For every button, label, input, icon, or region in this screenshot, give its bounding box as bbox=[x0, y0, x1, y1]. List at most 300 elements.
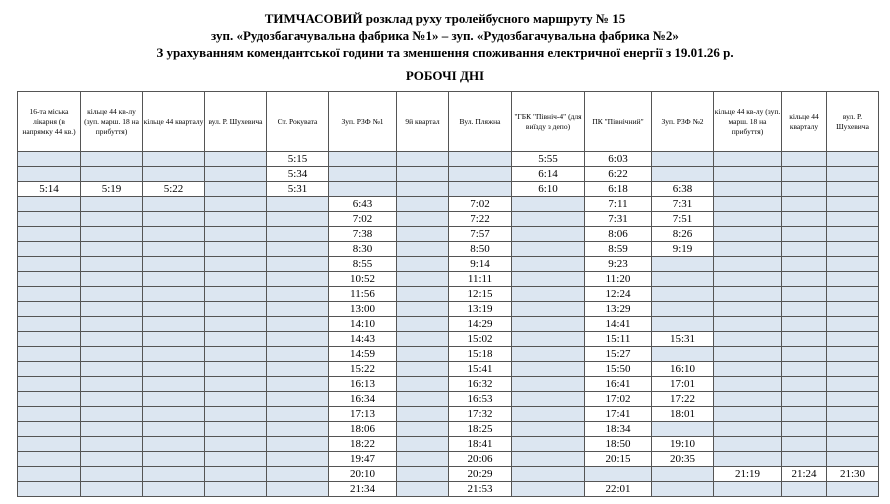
time-cell: 15:22 bbox=[329, 362, 397, 377]
empty-cell bbox=[397, 422, 449, 437]
empty-cell bbox=[714, 482, 782, 497]
empty-cell bbox=[512, 482, 585, 497]
empty-cell bbox=[18, 467, 81, 482]
empty-cell bbox=[205, 377, 267, 392]
empty-cell bbox=[81, 317, 143, 332]
empty-cell bbox=[205, 227, 267, 242]
empty-cell bbox=[18, 257, 81, 272]
empty-cell bbox=[512, 257, 585, 272]
empty-cell bbox=[714, 152, 782, 167]
empty-cell bbox=[782, 437, 827, 452]
empty-cell bbox=[827, 392, 879, 407]
empty-cell bbox=[782, 272, 827, 287]
time-cell: 13:00 bbox=[329, 302, 397, 317]
time-cell: 18:41 bbox=[449, 437, 512, 452]
empty-cell bbox=[267, 422, 329, 437]
empty-cell bbox=[782, 287, 827, 302]
empty-cell bbox=[714, 212, 782, 227]
empty-cell bbox=[81, 407, 143, 422]
empty-cell bbox=[267, 242, 329, 257]
time-cell: 15:27 bbox=[585, 347, 652, 362]
empty-cell bbox=[652, 347, 714, 362]
empty-cell bbox=[512, 392, 585, 407]
empty-cell bbox=[782, 242, 827, 257]
empty-cell bbox=[205, 272, 267, 287]
empty-cell bbox=[397, 437, 449, 452]
empty-cell bbox=[143, 467, 205, 482]
empty-cell bbox=[827, 347, 879, 362]
empty-cell bbox=[827, 482, 879, 497]
time-cell: 7:31 bbox=[652, 197, 714, 212]
table-row bbox=[18, 182, 879, 197]
empty-cell bbox=[205, 317, 267, 332]
empty-cell bbox=[827, 272, 879, 287]
empty-cell bbox=[827, 362, 879, 377]
time-cell: 16:34 bbox=[329, 392, 397, 407]
empty-cell bbox=[18, 302, 81, 317]
empty-cell bbox=[18, 482, 81, 497]
empty-cell bbox=[782, 452, 827, 467]
time-cell: 5:19 bbox=[81, 182, 143, 197]
time-cell: 8:30 bbox=[329, 242, 397, 257]
empty-cell bbox=[205, 167, 267, 182]
table-row bbox=[18, 272, 879, 287]
time-cell: 18:01 bbox=[652, 407, 714, 422]
route-endpoints: зуп. «Рудозбагачувальна фабрика №1» – зуп. «Рудозбагачувальна фабрика №2» bbox=[211, 28, 679, 43]
table-row bbox=[18, 407, 879, 422]
empty-cell bbox=[714, 272, 782, 287]
empty-cell bbox=[827, 182, 879, 197]
empty-cell bbox=[397, 452, 449, 467]
empty-cell bbox=[652, 272, 714, 287]
schedule-title: ТИМЧАСОВИЙ розклад руху тролейбусного маршруту № 15 bbox=[264, 11, 626, 26]
empty-cell bbox=[267, 467, 329, 482]
empty-cell bbox=[81, 377, 143, 392]
empty-cell bbox=[267, 392, 329, 407]
empty-cell bbox=[143, 377, 205, 392]
table-row bbox=[18, 467, 879, 482]
empty-cell bbox=[205, 452, 267, 467]
empty-cell bbox=[652, 482, 714, 497]
time-cell: 6:18 bbox=[585, 182, 652, 197]
time-cell: 17:32 bbox=[449, 407, 512, 422]
time-cell: 15:18 bbox=[449, 347, 512, 362]
empty-cell bbox=[782, 362, 827, 377]
empty-cell bbox=[81, 227, 143, 242]
empty-cell bbox=[512, 302, 585, 317]
time-cell: 7:22 bbox=[449, 212, 512, 227]
empty-cell bbox=[827, 152, 879, 167]
empty-cell bbox=[143, 482, 205, 497]
empty-cell bbox=[267, 407, 329, 422]
empty-cell bbox=[714, 227, 782, 242]
empty-cell bbox=[205, 407, 267, 422]
header-row bbox=[18, 92, 879, 152]
empty-cell bbox=[449, 167, 512, 182]
table-row bbox=[18, 167, 879, 182]
time-cell: 22:01 bbox=[585, 482, 652, 497]
empty-cell bbox=[512, 227, 585, 242]
empty-cell bbox=[714, 242, 782, 257]
time-cell: 8:50 bbox=[449, 242, 512, 257]
empty-cell bbox=[782, 482, 827, 497]
column-header: кільце 44 кварталу bbox=[143, 92, 205, 152]
empty-cell bbox=[714, 332, 782, 347]
time-cell: 5:55 bbox=[512, 152, 585, 167]
column-header: "ГБК "Північ-4" (для виїзду з депо) bbox=[512, 92, 585, 152]
time-cell: 8:59 bbox=[585, 242, 652, 257]
table-row bbox=[18, 392, 879, 407]
empty-cell bbox=[397, 302, 449, 317]
empty-cell bbox=[81, 482, 143, 497]
column-header: Ст. Рокувата bbox=[267, 92, 329, 152]
empty-cell bbox=[714, 257, 782, 272]
empty-cell bbox=[81, 167, 143, 182]
empty-cell bbox=[143, 452, 205, 467]
time-cell: 18:34 bbox=[585, 422, 652, 437]
time-cell: 7:38 bbox=[329, 227, 397, 242]
time-cell: 7:02 bbox=[449, 197, 512, 212]
column-header: Зуп. РЗФ №2 bbox=[652, 92, 714, 152]
time-cell: 8:55 bbox=[329, 257, 397, 272]
empty-cell bbox=[205, 257, 267, 272]
empty-cell bbox=[827, 437, 879, 452]
time-cell: 16:10 bbox=[652, 362, 714, 377]
time-cell: 6:10 bbox=[512, 182, 585, 197]
empty-cell bbox=[143, 317, 205, 332]
time-cell: 14:10 bbox=[329, 317, 397, 332]
empty-cell bbox=[397, 407, 449, 422]
table-row bbox=[18, 452, 879, 467]
time-cell: 7:51 bbox=[652, 212, 714, 227]
empty-cell bbox=[512, 317, 585, 332]
empty-cell bbox=[512, 272, 585, 287]
empty-cell bbox=[397, 392, 449, 407]
empty-cell bbox=[81, 347, 143, 362]
time-cell: 6:14 bbox=[512, 167, 585, 182]
empty-cell bbox=[397, 287, 449, 302]
empty-cell bbox=[782, 212, 827, 227]
empty-cell bbox=[267, 287, 329, 302]
empty-cell bbox=[397, 317, 449, 332]
empty-cell bbox=[782, 152, 827, 167]
empty-cell bbox=[714, 392, 782, 407]
schedule-note: З урахуванням комендантської години та зменшення споживання електричної енергії з 19.01.26 р. bbox=[156, 45, 734, 60]
empty-cell bbox=[827, 407, 879, 422]
empty-cell bbox=[512, 347, 585, 362]
empty-cell bbox=[827, 377, 879, 392]
empty-cell bbox=[827, 452, 879, 467]
time-cell: 16:32 bbox=[449, 377, 512, 392]
time-cell: 15:02 bbox=[449, 332, 512, 347]
empty-cell bbox=[512, 452, 585, 467]
time-cell: 8:06 bbox=[585, 227, 652, 242]
empty-cell bbox=[205, 362, 267, 377]
empty-cell bbox=[205, 392, 267, 407]
empty-cell bbox=[205, 152, 267, 167]
column-header: Зуп. РЗФ №1 bbox=[329, 92, 397, 152]
empty-cell bbox=[652, 302, 714, 317]
column-header: кільце 44 кв-лу (зуп. марш. 18 на прибуття) bbox=[714, 92, 782, 152]
empty-cell bbox=[267, 197, 329, 212]
table-row bbox=[18, 302, 879, 317]
empty-cell bbox=[512, 332, 585, 347]
time-cell: 14:29 bbox=[449, 317, 512, 332]
empty-cell bbox=[652, 317, 714, 332]
empty-cell bbox=[329, 152, 397, 167]
empty-cell bbox=[782, 257, 827, 272]
empty-cell bbox=[81, 257, 143, 272]
empty-cell bbox=[397, 212, 449, 227]
empty-cell bbox=[143, 227, 205, 242]
empty-cell bbox=[143, 362, 205, 377]
empty-cell bbox=[205, 437, 267, 452]
time-cell: 21:53 bbox=[449, 482, 512, 497]
empty-cell bbox=[143, 422, 205, 437]
empty-cell bbox=[143, 167, 205, 182]
empty-cell bbox=[143, 197, 205, 212]
empty-cell bbox=[397, 362, 449, 377]
empty-cell bbox=[18, 437, 81, 452]
table-row bbox=[18, 317, 879, 332]
empty-cell bbox=[714, 362, 782, 377]
empty-cell bbox=[449, 182, 512, 197]
empty-cell bbox=[143, 257, 205, 272]
empty-cell bbox=[267, 437, 329, 452]
empty-cell bbox=[143, 302, 205, 317]
empty-cell bbox=[267, 257, 329, 272]
empty-cell bbox=[397, 467, 449, 482]
time-cell: 7:02 bbox=[329, 212, 397, 227]
time-cell: 11:11 bbox=[449, 272, 512, 287]
empty-cell bbox=[267, 482, 329, 497]
empty-cell bbox=[143, 212, 205, 227]
table-row bbox=[18, 227, 879, 242]
empty-cell bbox=[18, 212, 81, 227]
empty-cell bbox=[782, 347, 827, 362]
time-cell: 21:19 bbox=[714, 467, 782, 482]
empty-cell bbox=[18, 452, 81, 467]
time-cell: 14:59 bbox=[329, 347, 397, 362]
empty-cell bbox=[512, 287, 585, 302]
empty-cell bbox=[827, 332, 879, 347]
empty-cell bbox=[827, 287, 879, 302]
empty-cell bbox=[18, 332, 81, 347]
empty-cell bbox=[512, 407, 585, 422]
empty-cell bbox=[81, 152, 143, 167]
table-row bbox=[18, 422, 879, 437]
time-cell: 16:13 bbox=[329, 377, 397, 392]
time-cell: 5:31 bbox=[267, 182, 329, 197]
empty-cell bbox=[18, 227, 81, 242]
empty-cell bbox=[782, 392, 827, 407]
time-cell: 6:03 bbox=[585, 152, 652, 167]
empty-cell bbox=[18, 362, 81, 377]
time-cell: 9:19 bbox=[652, 242, 714, 257]
table-row bbox=[18, 197, 879, 212]
time-cell: 21:24 bbox=[782, 467, 827, 482]
empty-cell bbox=[397, 197, 449, 212]
empty-cell bbox=[397, 152, 449, 167]
time-cell: 5:15 bbox=[267, 152, 329, 167]
empty-cell bbox=[782, 377, 827, 392]
time-cell: 15:50 bbox=[585, 362, 652, 377]
table-row bbox=[18, 212, 879, 227]
empty-cell bbox=[267, 347, 329, 362]
empty-cell bbox=[205, 467, 267, 482]
empty-cell bbox=[205, 422, 267, 437]
time-cell: 10:52 bbox=[329, 272, 397, 287]
empty-cell bbox=[205, 212, 267, 227]
table-row bbox=[18, 152, 879, 167]
empty-cell bbox=[512, 467, 585, 482]
empty-cell bbox=[512, 437, 585, 452]
empty-cell bbox=[329, 167, 397, 182]
empty-cell bbox=[81, 437, 143, 452]
time-cell: 11:56 bbox=[329, 287, 397, 302]
empty-cell bbox=[267, 227, 329, 242]
empty-cell bbox=[714, 167, 782, 182]
time-cell: 7:31 bbox=[585, 212, 652, 227]
time-cell: 20:10 bbox=[329, 467, 397, 482]
time-cell: 19:10 bbox=[652, 437, 714, 452]
empty-cell bbox=[714, 452, 782, 467]
time-cell: 20:35 bbox=[652, 452, 714, 467]
empty-cell bbox=[18, 347, 81, 362]
column-header: 9й квартал bbox=[397, 92, 449, 152]
time-cell: 13:29 bbox=[585, 302, 652, 317]
empty-cell bbox=[18, 152, 81, 167]
empty-cell bbox=[81, 332, 143, 347]
empty-cell bbox=[714, 197, 782, 212]
time-cell: 12:24 bbox=[585, 287, 652, 302]
empty-cell bbox=[205, 197, 267, 212]
empty-cell bbox=[18, 317, 81, 332]
empty-cell bbox=[397, 242, 449, 257]
empty-cell bbox=[512, 362, 585, 377]
time-cell: 20:29 bbox=[449, 467, 512, 482]
empty-cell bbox=[18, 167, 81, 182]
table-row bbox=[18, 257, 879, 272]
empty-cell bbox=[18, 287, 81, 302]
empty-cell bbox=[205, 302, 267, 317]
empty-cell bbox=[81, 302, 143, 317]
empty-cell bbox=[782, 167, 827, 182]
table-row bbox=[18, 482, 879, 497]
empty-cell bbox=[397, 272, 449, 287]
empty-cell bbox=[81, 362, 143, 377]
empty-cell bbox=[714, 302, 782, 317]
empty-cell bbox=[81, 452, 143, 467]
empty-cell bbox=[827, 197, 879, 212]
column-header: вул. Р. Шухевича bbox=[205, 92, 267, 152]
empty-cell bbox=[714, 437, 782, 452]
empty-cell bbox=[143, 347, 205, 362]
empty-cell bbox=[827, 422, 879, 437]
empty-cell bbox=[267, 362, 329, 377]
empty-cell bbox=[652, 257, 714, 272]
empty-cell bbox=[81, 467, 143, 482]
empty-cell bbox=[782, 227, 827, 242]
empty-cell bbox=[714, 407, 782, 422]
time-cell: 7:11 bbox=[585, 197, 652, 212]
column-header: Вул. Пляжна bbox=[449, 92, 512, 152]
time-cell: 18:50 bbox=[585, 437, 652, 452]
empty-cell bbox=[18, 392, 81, 407]
time-cell: 7:57 bbox=[449, 227, 512, 242]
table-row bbox=[18, 287, 879, 302]
empty-cell bbox=[714, 287, 782, 302]
empty-cell bbox=[714, 347, 782, 362]
time-cell: 21:30 bbox=[827, 467, 879, 482]
time-cell: 17:02 bbox=[585, 392, 652, 407]
empty-cell bbox=[267, 212, 329, 227]
empty-cell bbox=[205, 242, 267, 257]
empty-cell bbox=[782, 422, 827, 437]
empty-cell bbox=[782, 317, 827, 332]
empty-cell bbox=[652, 152, 714, 167]
empty-cell bbox=[205, 182, 267, 197]
empty-cell bbox=[652, 167, 714, 182]
empty-cell bbox=[18, 377, 81, 392]
time-cell: 17:01 bbox=[652, 377, 714, 392]
time-cell: 13:19 bbox=[449, 302, 512, 317]
table-row bbox=[18, 242, 879, 257]
empty-cell bbox=[267, 452, 329, 467]
empty-cell bbox=[512, 242, 585, 257]
empty-cell bbox=[81, 422, 143, 437]
column-header: 16-та міська лікарня (в напрямку 44 кв.) bbox=[18, 92, 81, 152]
empty-cell bbox=[397, 182, 449, 197]
time-cell: 20:15 bbox=[585, 452, 652, 467]
empty-cell bbox=[782, 407, 827, 422]
empty-cell bbox=[827, 302, 879, 317]
empty-cell bbox=[827, 257, 879, 272]
empty-cell bbox=[714, 182, 782, 197]
empty-cell bbox=[81, 272, 143, 287]
time-cell: 16:41 bbox=[585, 377, 652, 392]
time-cell: 21:34 bbox=[329, 482, 397, 497]
empty-cell bbox=[143, 392, 205, 407]
time-cell: 9:14 bbox=[449, 257, 512, 272]
time-cell: 6:38 bbox=[652, 182, 714, 197]
empty-cell bbox=[267, 272, 329, 287]
timetable bbox=[17, 91, 879, 497]
empty-cell bbox=[81, 212, 143, 227]
empty-cell bbox=[143, 152, 205, 167]
empty-cell bbox=[827, 212, 879, 227]
empty-cell bbox=[81, 392, 143, 407]
empty-cell bbox=[397, 332, 449, 347]
time-cell: 9:23 bbox=[585, 257, 652, 272]
empty-cell bbox=[329, 182, 397, 197]
empty-cell bbox=[81, 287, 143, 302]
empty-cell bbox=[397, 347, 449, 362]
empty-cell bbox=[18, 197, 81, 212]
empty-cell bbox=[782, 197, 827, 212]
empty-cell bbox=[512, 422, 585, 437]
time-cell: 8:26 bbox=[652, 227, 714, 242]
empty-cell bbox=[267, 377, 329, 392]
column-header: кільце 44 кварталу bbox=[782, 92, 827, 152]
table-row bbox=[18, 347, 879, 362]
time-cell: 17:22 bbox=[652, 392, 714, 407]
empty-cell bbox=[143, 407, 205, 422]
empty-cell bbox=[205, 347, 267, 362]
time-cell: 15:41 bbox=[449, 362, 512, 377]
empty-cell bbox=[143, 272, 205, 287]
time-cell: 20:06 bbox=[449, 452, 512, 467]
